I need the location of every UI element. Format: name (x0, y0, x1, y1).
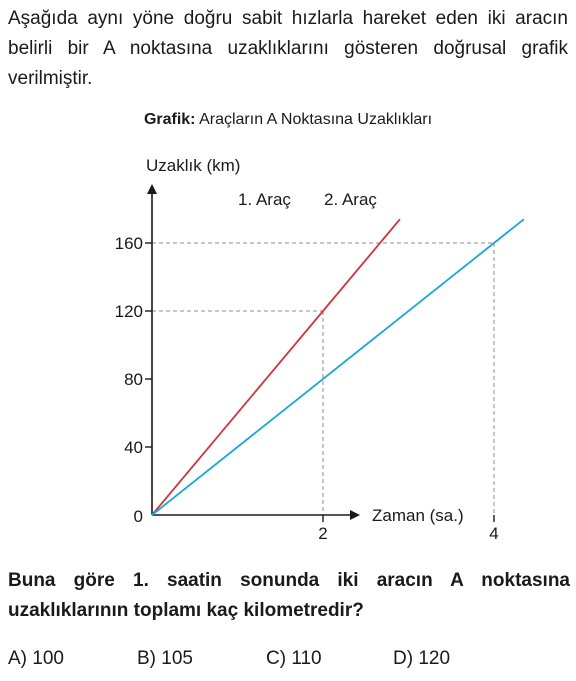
y-tick-label-0: 0 (133, 507, 143, 526)
option-b[interactable]: B) 105 (137, 648, 193, 669)
option-c[interactable]: C) 110 (266, 648, 322, 669)
y-tick-label-2: 80 (124, 370, 143, 389)
y-axis-label: Uzaklık (km) (146, 156, 241, 175)
option-d[interactable]: D) 120 (393, 648, 451, 669)
series-label-2: 2. Araç (324, 190, 377, 209)
y-tick-label-4: 160 (114, 234, 143, 253)
x-tick-label-1: 4 (489, 524, 499, 543)
series-line-1 (152, 219, 400, 515)
answer-options (0, 648, 576, 676)
x-tick-label-0: 2 (318, 524, 328, 543)
y-tick-label-3: 120 (114, 302, 143, 321)
x-axis-label: Zaman (sa.) (372, 506, 464, 525)
option-a[interactable]: A) 100 (8, 648, 64, 669)
series-line-2 (152, 219, 524, 515)
y-tick-label-1: 40 (124, 438, 143, 457)
series-label-1: 1. Araç (238, 190, 291, 209)
y-axis-arrow-icon (147, 184, 157, 194)
caption-title: Araçların A Noktasına Uzaklıkları (199, 111, 433, 128)
x-axis-arrow-icon (350, 510, 360, 520)
question-text: Buna göre 1. saatin sonunda iki aracın A noktasına uzaklıklarının toplamı kaç kilometredir? (8, 570, 570, 621)
caption-label: Grafik: (143, 111, 196, 128)
intro-text: Aşağıda aynı yöne doğru sabit hızlarla hareket eden iki aracın belirli bir A noktasına uzaklıklarını gösteren doğrusal grafik verilmiştir. (8, 8, 568, 89)
